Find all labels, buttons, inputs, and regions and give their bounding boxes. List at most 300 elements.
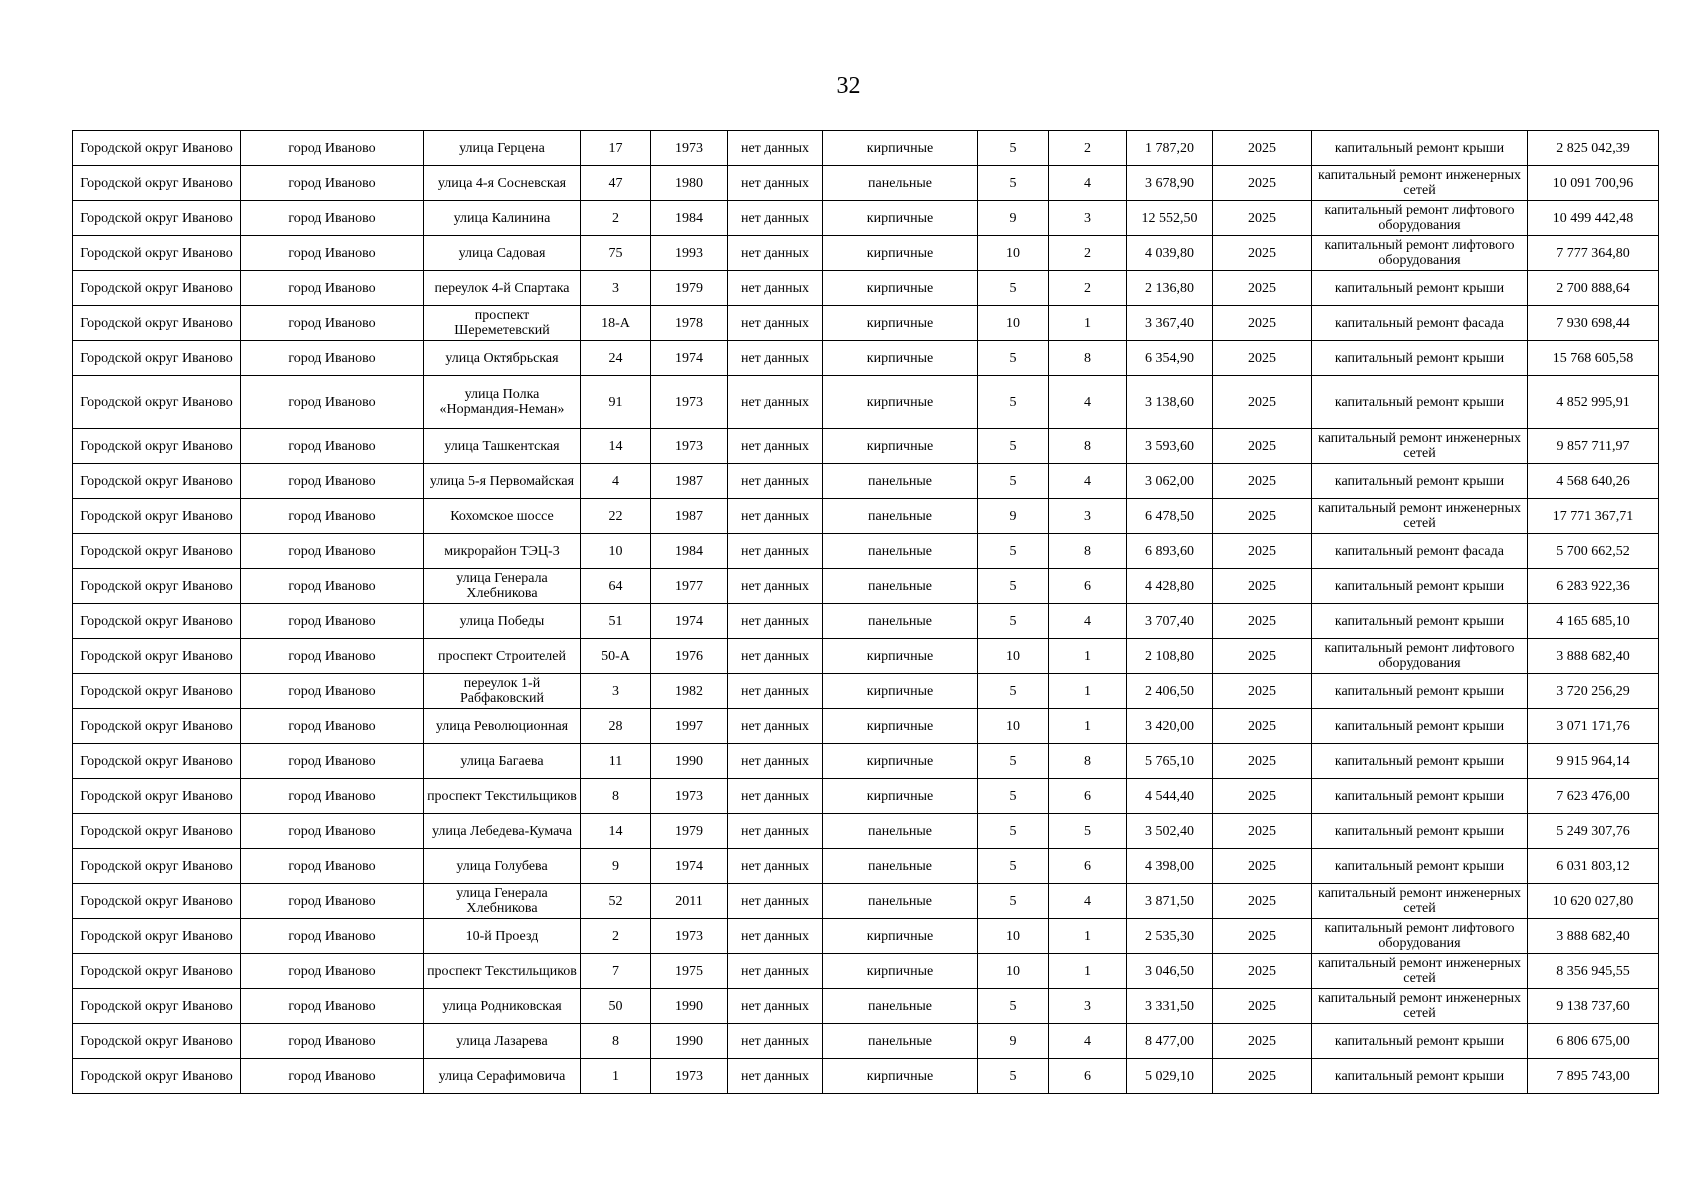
table-row	[73, 201, 1659, 236]
table-row	[73, 499, 1659, 534]
cell-municipality: Городской округ Иваново	[73, 814, 241, 849]
cell-wall-material: кирпичные	[823, 1059, 978, 1094]
cell-wall-material: кирпичные	[823, 919, 978, 954]
cell-municipality: Городской округ Иваново	[73, 954, 241, 989]
cell-work-year: 2025	[1213, 709, 1312, 744]
cell-entrances: 3	[1049, 201, 1127, 236]
cell-commission-year: нет данных	[728, 989, 823, 1024]
cell-entrances: 4	[1049, 376, 1127, 429]
cell-street: улица Садовая	[424, 236, 581, 271]
cell-build-year: 1990	[651, 744, 728, 779]
cell-entrances: 6	[1049, 569, 1127, 604]
cell-work-year: 2025	[1213, 201, 1312, 236]
cell-house-number: 24	[581, 341, 651, 376]
cell-floors: 10	[978, 236, 1049, 271]
cell-work-year: 2025	[1213, 989, 1312, 1024]
cell-commission-year: нет данных	[728, 166, 823, 201]
cell-commission-year: нет данных	[728, 341, 823, 376]
cell-municipality: Городской округ Иваново	[73, 131, 241, 166]
cell-municipality: Городской округ Иваново	[73, 709, 241, 744]
table-row	[73, 674, 1659, 709]
cell-cost: 5 700 662,52	[1528, 534, 1659, 569]
table-row	[73, 306, 1659, 341]
cell-entrances: 4	[1049, 884, 1127, 919]
cell-street: улица Багаева	[424, 744, 581, 779]
cell-area: 2 136,80	[1127, 271, 1213, 306]
cell-work-year: 2025	[1213, 499, 1312, 534]
table-row	[73, 236, 1659, 271]
cell-settlement: город Иваново	[241, 534, 424, 569]
cell-commission-year: нет данных	[728, 919, 823, 954]
cell-house-number: 75	[581, 236, 651, 271]
cell-build-year: 2011	[651, 884, 728, 919]
cell-build-year: 1979	[651, 814, 728, 849]
cell-street: проспект Строителей	[424, 639, 581, 674]
cell-entrances: 1	[1049, 674, 1127, 709]
cell-house-number: 50-А	[581, 639, 651, 674]
cell-area: 4 398,00	[1127, 849, 1213, 884]
cell-entrances: 4	[1049, 166, 1127, 201]
cell-commission-year: нет данных	[728, 674, 823, 709]
cell-wall-material: кирпичные	[823, 236, 978, 271]
cell-settlement: город Иваново	[241, 849, 424, 884]
cell-floors: 5	[978, 1059, 1049, 1094]
cell-commission-year: нет данных	[728, 849, 823, 884]
cell-wall-material: кирпичные	[823, 954, 978, 989]
cell-work-type: капитальный ремонт инженерных сетей	[1312, 429, 1528, 464]
cell-commission-year: нет данных	[728, 306, 823, 341]
cell-municipality: Городской округ Иваново	[73, 884, 241, 919]
cell-floors: 5	[978, 569, 1049, 604]
cell-house-number: 47	[581, 166, 651, 201]
cell-municipality: Городской округ Иваново	[73, 464, 241, 499]
registry-table-body	[73, 131, 1659, 1094]
cell-entrances: 2	[1049, 271, 1127, 306]
cell-street: улица Генерала Хлебникова	[424, 569, 581, 604]
cell-settlement: город Иваново	[241, 271, 424, 306]
cell-floors: 5	[978, 429, 1049, 464]
cell-settlement: город Иваново	[241, 884, 424, 919]
table-row	[73, 1024, 1659, 1059]
cell-build-year: 1978	[651, 306, 728, 341]
cell-commission-year: нет данных	[728, 201, 823, 236]
cell-municipality: Городской округ Иваново	[73, 201, 241, 236]
cell-cost: 4 852 995,91	[1528, 376, 1659, 429]
cell-house-number: 1	[581, 1059, 651, 1094]
cell-house-number: 51	[581, 604, 651, 639]
cell-work-year: 2025	[1213, 814, 1312, 849]
cell-floors: 5	[978, 341, 1049, 376]
cell-build-year: 1973	[651, 779, 728, 814]
cell-entrances: 3	[1049, 989, 1127, 1024]
cell-settlement: город Иваново	[241, 464, 424, 499]
cell-commission-year: нет данных	[728, 1059, 823, 1094]
cell-settlement: город Иваново	[241, 989, 424, 1024]
cell-build-year: 1973	[651, 1059, 728, 1094]
cell-entrances: 6	[1049, 779, 1127, 814]
cell-cost: 9 138 737,60	[1528, 989, 1659, 1024]
cell-floors: 5	[978, 884, 1049, 919]
cell-commission-year: нет данных	[728, 464, 823, 499]
table-row	[73, 464, 1659, 499]
cell-wall-material: панельные	[823, 1024, 978, 1059]
cell-municipality: Городской округ Иваново	[73, 674, 241, 709]
cell-area: 3 367,40	[1127, 306, 1213, 341]
table-row	[73, 919, 1659, 954]
cell-commission-year: нет данных	[728, 569, 823, 604]
cell-house-number: 22	[581, 499, 651, 534]
cell-wall-material: кирпичные	[823, 271, 978, 306]
cell-street: улица Герцена	[424, 131, 581, 166]
cell-municipality: Городской округ Иваново	[73, 1059, 241, 1094]
cell-commission-year: нет данных	[728, 744, 823, 779]
cell-entrances: 1	[1049, 306, 1127, 341]
cell-commission-year: нет данных	[728, 271, 823, 306]
cell-area: 12 552,50	[1127, 201, 1213, 236]
cell-cost: 3 071 171,76	[1528, 709, 1659, 744]
cell-wall-material: панельные	[823, 534, 978, 569]
cell-wall-material: панельные	[823, 464, 978, 499]
cell-wall-material: кирпичные	[823, 744, 978, 779]
cell-build-year: 1984	[651, 201, 728, 236]
cell-area: 4 544,40	[1127, 779, 1213, 814]
cell-street: улица Лебедева-Кумача	[424, 814, 581, 849]
cell-wall-material: панельные	[823, 499, 978, 534]
cell-house-number: 17	[581, 131, 651, 166]
cell-municipality: Городской округ Иваново	[73, 639, 241, 674]
cell-work-year: 2025	[1213, 884, 1312, 919]
cell-cost: 7 623 476,00	[1528, 779, 1659, 814]
cell-build-year: 1982	[651, 674, 728, 709]
table-row	[73, 1059, 1659, 1094]
cell-build-year: 1973	[651, 376, 728, 429]
cell-settlement: город Иваново	[241, 499, 424, 534]
cell-house-number: 3	[581, 271, 651, 306]
cell-work-year: 2025	[1213, 604, 1312, 639]
cell-work-type: капитальный ремонт крыши	[1312, 604, 1528, 639]
cell-cost: 8 356 945,55	[1528, 954, 1659, 989]
cell-municipality: Городской округ Иваново	[73, 604, 241, 639]
table-row	[73, 954, 1659, 989]
cell-house-number: 91	[581, 376, 651, 429]
cell-commission-year: нет данных	[728, 779, 823, 814]
cell-floors: 5	[978, 849, 1049, 884]
cell-street: улица 4-я Сосневская	[424, 166, 581, 201]
cell-street: улица Голубева	[424, 849, 581, 884]
cell-house-number: 14	[581, 429, 651, 464]
cell-build-year: 1973	[651, 919, 728, 954]
cell-street: улица Октябрьская	[424, 341, 581, 376]
cell-work-type: капитальный ремонт инженерных сетей	[1312, 884, 1528, 919]
cell-municipality: Городской округ Иваново	[73, 236, 241, 271]
cell-work-type: капитальный ремонт крыши	[1312, 569, 1528, 604]
cell-settlement: город Иваново	[241, 341, 424, 376]
cell-wall-material: кирпичные	[823, 779, 978, 814]
cell-municipality: Городской округ Иваново	[73, 569, 241, 604]
cell-house-number: 4	[581, 464, 651, 499]
table-row	[73, 639, 1659, 674]
cell-house-number: 9	[581, 849, 651, 884]
cell-house-number: 11	[581, 744, 651, 779]
cell-floors: 10	[978, 954, 1049, 989]
cell-municipality: Городской округ Иваново	[73, 341, 241, 376]
cell-municipality: Городской округ Иваново	[73, 166, 241, 201]
cell-floors: 9	[978, 201, 1049, 236]
cell-cost: 7 930 698,44	[1528, 306, 1659, 341]
cell-build-year: 1976	[651, 639, 728, 674]
cell-build-year: 1980	[651, 166, 728, 201]
cell-municipality: Городской округ Иваново	[73, 849, 241, 884]
cell-floors: 10	[978, 919, 1049, 954]
cell-build-year: 1974	[651, 849, 728, 884]
cell-floors: 5	[978, 989, 1049, 1024]
cell-street: улица Серафимовича	[424, 1059, 581, 1094]
cell-wall-material: панельные	[823, 604, 978, 639]
cell-floors: 5	[978, 604, 1049, 639]
cell-wall-material: кирпичные	[823, 131, 978, 166]
cell-wall-material: панельные	[823, 814, 978, 849]
cell-wall-material: панельные	[823, 166, 978, 201]
cell-cost: 3 888 682,40	[1528, 639, 1659, 674]
cell-settlement: город Иваново	[241, 744, 424, 779]
cell-area: 6 478,50	[1127, 499, 1213, 534]
cell-work-type: капитальный ремонт фасада	[1312, 306, 1528, 341]
cell-work-type: капитальный ремонт инженерных сетей	[1312, 166, 1528, 201]
cell-street: улица Лазарева	[424, 1024, 581, 1059]
cell-floors: 9	[978, 1024, 1049, 1059]
cell-cost: 9 915 964,14	[1528, 744, 1659, 779]
cell-settlement: город Иваново	[241, 1024, 424, 1059]
cell-work-type: капитальный ремонт лифтового оборудования	[1312, 236, 1528, 271]
cell-settlement: город Иваново	[241, 131, 424, 166]
cell-floors: 5	[978, 534, 1049, 569]
cell-work-type: капитальный ремонт инженерных сетей	[1312, 954, 1528, 989]
cell-work-year: 2025	[1213, 849, 1312, 884]
cell-work-year: 2025	[1213, 429, 1312, 464]
cell-house-number: 3	[581, 674, 651, 709]
cell-work-type: капитальный ремонт инженерных сетей	[1312, 989, 1528, 1024]
cell-house-number: 14	[581, 814, 651, 849]
cell-house-number: 7	[581, 954, 651, 989]
cell-municipality: Городской округ Иваново	[73, 429, 241, 464]
table-row	[73, 744, 1659, 779]
cell-work-type: капитальный ремонт крыши	[1312, 744, 1528, 779]
cell-street: улица Полка «Нормандия-Неман»	[424, 376, 581, 429]
cell-house-number: 64	[581, 569, 651, 604]
cell-floors: 9	[978, 499, 1049, 534]
cell-cost: 7 777 364,80	[1528, 236, 1659, 271]
cell-settlement: город Иваново	[241, 376, 424, 429]
cell-commission-year: нет данных	[728, 236, 823, 271]
cell-area: 3 420,00	[1127, 709, 1213, 744]
cell-entrances: 1	[1049, 954, 1127, 989]
cell-wall-material: кирпичные	[823, 201, 978, 236]
cell-cost: 17 771 367,71	[1528, 499, 1659, 534]
cell-wall-material: кирпичные	[823, 709, 978, 744]
cell-settlement: город Иваново	[241, 954, 424, 989]
cell-area: 6 893,60	[1127, 534, 1213, 569]
cell-area: 1 787,20	[1127, 131, 1213, 166]
cell-cost: 6 806 675,00	[1528, 1024, 1659, 1059]
cell-street: улица Революционная	[424, 709, 581, 744]
cell-work-year: 2025	[1213, 779, 1312, 814]
cell-area: 4 039,80	[1127, 236, 1213, 271]
cell-settlement: город Иваново	[241, 779, 424, 814]
cell-build-year: 1974	[651, 604, 728, 639]
cell-floors: 5	[978, 464, 1049, 499]
cell-cost: 4 165 685,10	[1528, 604, 1659, 639]
cell-work-year: 2025	[1213, 464, 1312, 499]
cell-municipality: Городской округ Иваново	[73, 306, 241, 341]
cell-house-number: 50	[581, 989, 651, 1024]
cell-settlement: город Иваново	[241, 1059, 424, 1094]
cell-cost: 6 031 803,12	[1528, 849, 1659, 884]
cell-entrances: 5	[1049, 814, 1127, 849]
cell-cost: 6 283 922,36	[1528, 569, 1659, 604]
cell-commission-year: нет данных	[728, 954, 823, 989]
cell-floors: 5	[978, 271, 1049, 306]
table-row	[73, 271, 1659, 306]
cell-cost: 15 768 605,58	[1528, 341, 1659, 376]
cell-street: улица Родниковская	[424, 989, 581, 1024]
cell-build-year: 1990	[651, 989, 728, 1024]
cell-work-year: 2025	[1213, 306, 1312, 341]
cell-build-year: 1973	[651, 429, 728, 464]
cell-settlement: город Иваново	[241, 569, 424, 604]
table-row	[73, 814, 1659, 849]
cell-settlement: город Иваново	[241, 674, 424, 709]
cell-commission-year: нет данных	[728, 604, 823, 639]
cell-work-year: 2025	[1213, 674, 1312, 709]
cell-floors: 5	[978, 779, 1049, 814]
cell-area: 8 477,00	[1127, 1024, 1213, 1059]
cell-floors: 5	[978, 814, 1049, 849]
cell-entrances: 6	[1049, 1059, 1127, 1094]
cell-street: проспект Текстильщиков	[424, 779, 581, 814]
cell-entrances: 8	[1049, 534, 1127, 569]
cell-work-year: 2025	[1213, 376, 1312, 429]
cell-build-year: 1979	[651, 271, 728, 306]
cell-build-year: 1987	[651, 499, 728, 534]
cell-cost: 2 825 042,39	[1528, 131, 1659, 166]
cell-wall-material: кирпичные	[823, 306, 978, 341]
cell-settlement: город Иваново	[241, 814, 424, 849]
cell-work-type: капитальный ремонт крыши	[1312, 1059, 1528, 1094]
cell-area: 4 428,80	[1127, 569, 1213, 604]
cell-work-year: 2025	[1213, 341, 1312, 376]
cell-cost: 5 249 307,76	[1528, 814, 1659, 849]
cell-build-year: 1984	[651, 534, 728, 569]
cell-cost: 3 888 682,40	[1528, 919, 1659, 954]
cell-street: улица 5-я Первомайская	[424, 464, 581, 499]
cell-work-type: капитальный ремонт инженерных сетей	[1312, 499, 1528, 534]
cell-entrances: 1	[1049, 919, 1127, 954]
cell-house-number: 52	[581, 884, 651, 919]
cell-area: 2 108,80	[1127, 639, 1213, 674]
cell-floors: 5	[978, 744, 1049, 779]
cell-build-year: 1973	[651, 131, 728, 166]
cell-entrances: 1	[1049, 709, 1127, 744]
cell-settlement: город Иваново	[241, 639, 424, 674]
cell-work-year: 2025	[1213, 1024, 1312, 1059]
cell-cost: 10 620 027,80	[1528, 884, 1659, 919]
cell-cost: 10 091 700,96	[1528, 166, 1659, 201]
cell-area: 6 354,90	[1127, 341, 1213, 376]
cell-area: 3 138,60	[1127, 376, 1213, 429]
cell-work-type: капитальный ремонт лифтового оборудования	[1312, 919, 1528, 954]
table-row	[73, 884, 1659, 919]
cell-wall-material: кирпичные	[823, 376, 978, 429]
cell-municipality: Городской округ Иваново	[73, 1024, 241, 1059]
cell-wall-material: панельные	[823, 849, 978, 884]
cell-settlement: город Иваново	[241, 201, 424, 236]
cell-area: 2 535,30	[1127, 919, 1213, 954]
cell-house-number: 8	[581, 1024, 651, 1059]
cell-house-number: 18-А	[581, 306, 651, 341]
cell-entrances: 1	[1049, 639, 1127, 674]
cell-street: улица Ташкентская	[424, 429, 581, 464]
cell-settlement: город Иваново	[241, 306, 424, 341]
cell-commission-year: нет данных	[728, 1024, 823, 1059]
cell-work-type: капитальный ремонт крыши	[1312, 271, 1528, 306]
cell-municipality: Городской округ Иваново	[73, 271, 241, 306]
cell-work-type: капитальный ремонт лифтового оборудования	[1312, 201, 1528, 236]
cell-work-type: капитальный ремонт крыши	[1312, 376, 1528, 429]
cell-settlement: город Иваново	[241, 236, 424, 271]
cell-work-type: капитальный ремонт фасада	[1312, 534, 1528, 569]
cell-entrances: 8	[1049, 341, 1127, 376]
cell-area: 3 593,60	[1127, 429, 1213, 464]
cell-street: улица Генерала Хлебникова	[424, 884, 581, 919]
registry-table	[72, 130, 1659, 1094]
cell-work-type: капитальный ремонт крыши	[1312, 464, 1528, 499]
cell-work-year: 2025	[1213, 919, 1312, 954]
cell-municipality: Городской округ Иваново	[73, 499, 241, 534]
cell-commission-year: нет данных	[728, 639, 823, 674]
cell-street: 10-й Проезд	[424, 919, 581, 954]
cell-municipality: Городской округ Иваново	[73, 919, 241, 954]
table-row	[73, 534, 1659, 569]
cell-work-year: 2025	[1213, 744, 1312, 779]
cell-work-type: капитальный ремонт крыши	[1312, 341, 1528, 376]
cell-cost: 7 895 743,00	[1528, 1059, 1659, 1094]
cell-wall-material: панельные	[823, 884, 978, 919]
cell-settlement: город Иваново	[241, 919, 424, 954]
cell-area: 5 029,10	[1127, 1059, 1213, 1094]
cell-wall-material: кирпичные	[823, 674, 978, 709]
cell-area: 3 046,50	[1127, 954, 1213, 989]
cell-entrances: 8	[1049, 429, 1127, 464]
cell-build-year: 1993	[651, 236, 728, 271]
cell-wall-material: кирпичные	[823, 429, 978, 464]
cell-area: 3 871,50	[1127, 884, 1213, 919]
cell-entrances: 6	[1049, 849, 1127, 884]
cell-commission-year: нет данных	[728, 429, 823, 464]
cell-settlement: город Иваново	[241, 166, 424, 201]
table-row	[73, 131, 1659, 166]
cell-street: Кохомское шоссе	[424, 499, 581, 534]
cell-commission-year: нет данных	[728, 814, 823, 849]
cell-work-type: капитальный ремонт крыши	[1312, 709, 1528, 744]
cell-build-year: 1977	[651, 569, 728, 604]
cell-work-year: 2025	[1213, 166, 1312, 201]
cell-house-number: 8	[581, 779, 651, 814]
cell-street: улица Победы	[424, 604, 581, 639]
cell-floors: 10	[978, 709, 1049, 744]
cell-build-year: 1990	[651, 1024, 728, 1059]
cell-area: 2 406,50	[1127, 674, 1213, 709]
cell-work-year: 2025	[1213, 1059, 1312, 1094]
